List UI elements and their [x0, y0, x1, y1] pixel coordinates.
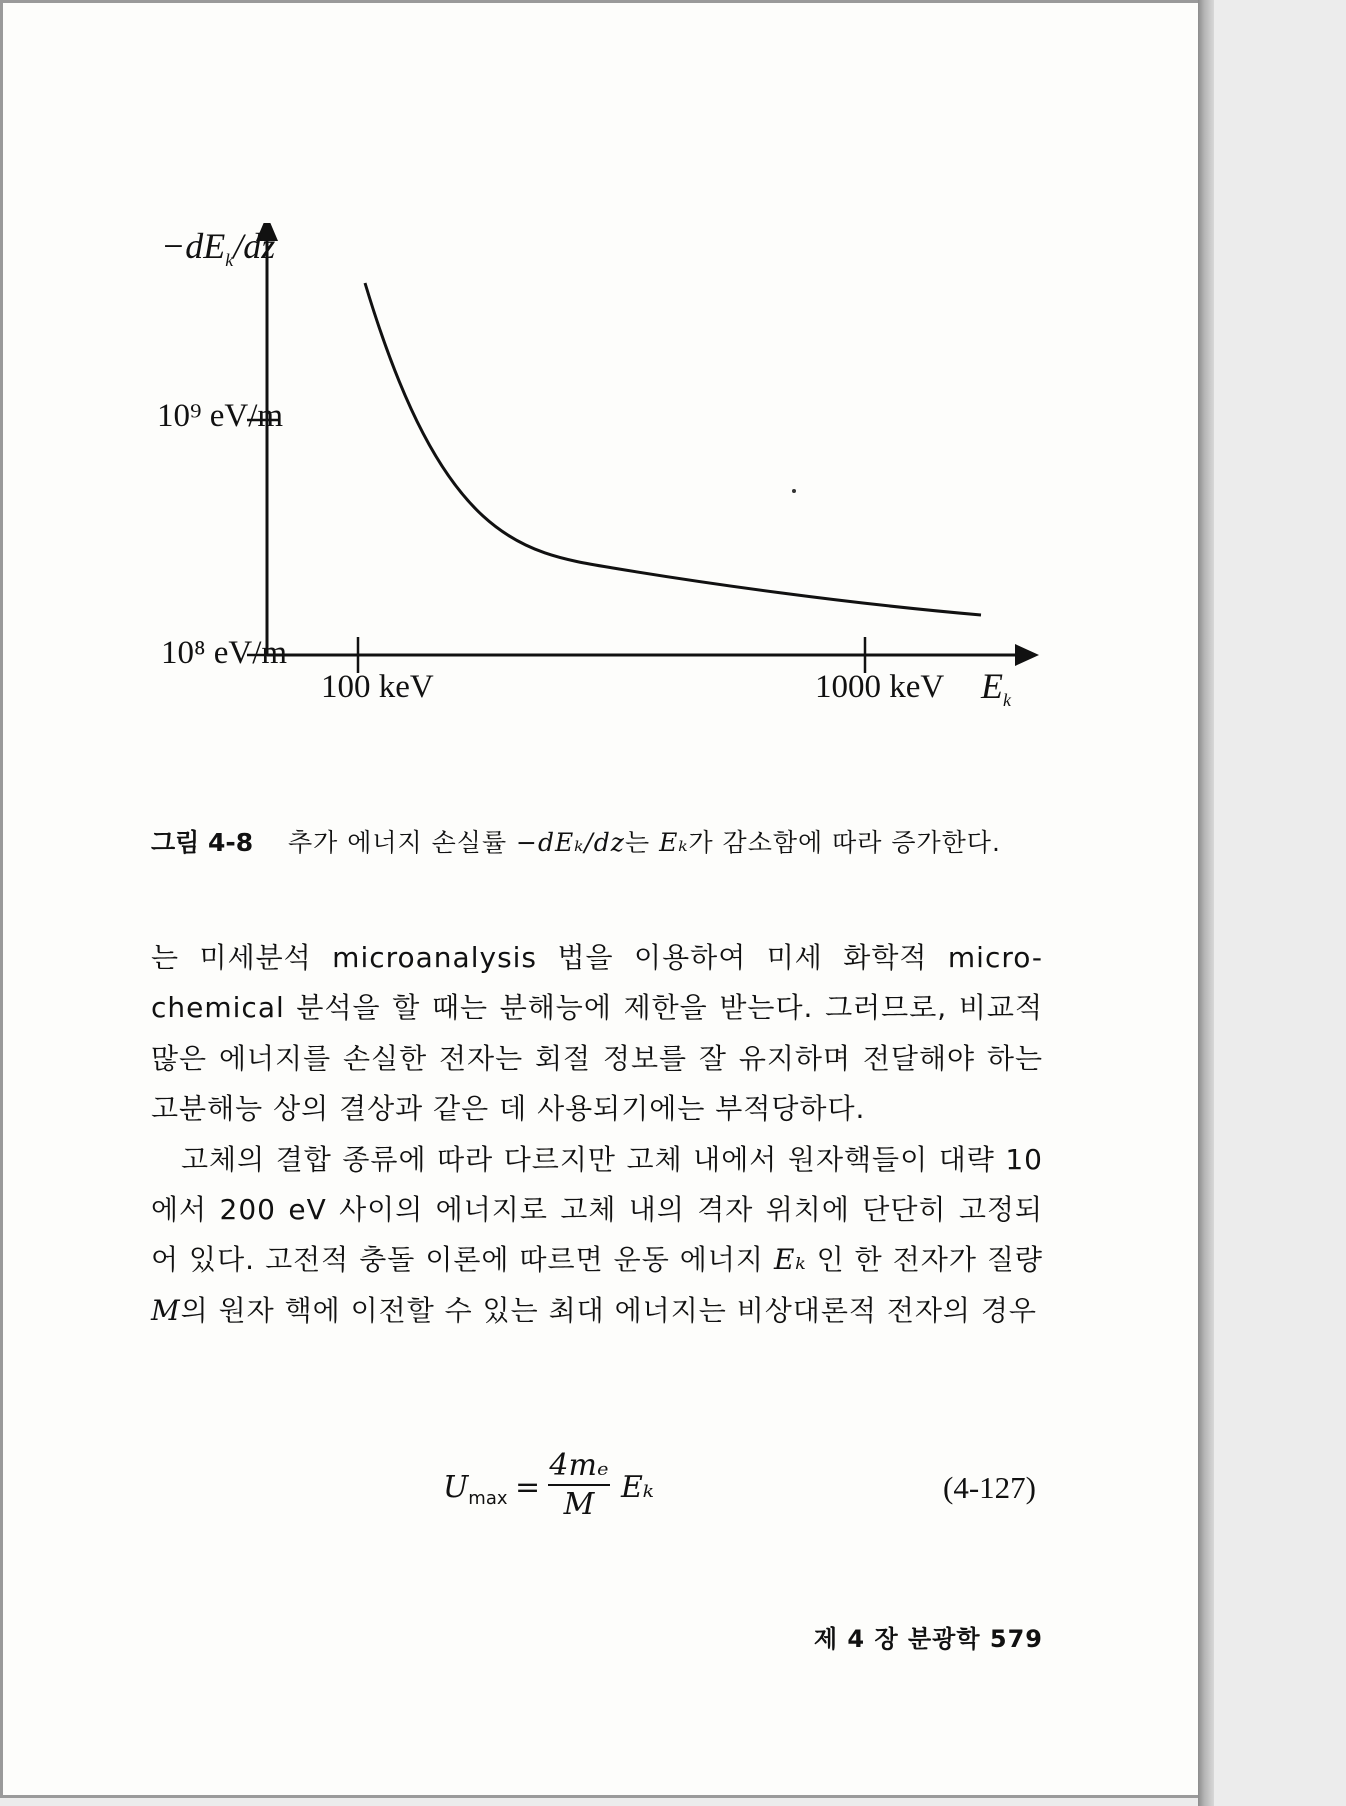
energy-loss-plot [143, 223, 1043, 813]
page-footer: 제 4 장 분광학 579 [813, 1625, 1043, 1653]
print-speck [792, 489, 796, 493]
x-axis-arrow [1015, 644, 1039, 666]
fraction-denominator: M [563, 1487, 595, 1522]
y-tick-lower-label: 10⁸ eV/m [161, 635, 288, 671]
equation-lhs: $U_{max}$ [443, 1470, 508, 1509]
y-axis-label: $-dE_k/dz$ [161, 226, 276, 271]
x-tick-left-label: 100 keV [321, 669, 434, 705]
equation-number: (4-127) [943, 1470, 1036, 1505]
paragraph-2: 고체의 결합 종류에 따라 다르지만 고체 내에서 원자핵들이 대략 10 에서 200 eV 사이의 에너지로 고체 내의 격자 위치에 단단히 고정되어 있다. 고전적 충돌 이론에 따르면 운동 에너지 Eₖ 인 한 전자가 질량 M의 원자 핵에 이전할 수 있는 최대 에너지는 비상대론적 전자의 경우 [151, 1142, 1043, 1327]
equation-equals: = [515, 1470, 541, 1505]
body-text [151, 933, 1043, 1336]
caption-number: 그림 4-8 [151, 828, 254, 857]
equation-4-127 [443, 1448, 1063, 1528]
equation-rhs: Eₖ [621, 1470, 654, 1505]
fraction-numerator: 4mₑ [548, 1448, 610, 1486]
page-edge-shadow [1198, 0, 1214, 1806]
y-tick-upper-label: 10⁹ eV/m [157, 398, 284, 434]
paragraph-1: 는 미세분석 microanalysis 법을 이용하여 미세 화학적 micro-chemical 분석을 할 때는 분해능에 제한을 받는다. 그러므로, 비교적 많은 에너지를 손실한 전자는 회절 정보를 잘 유지하며 전달해야 하는 고분해능 상의 결상과 같은 데 사용되기에는 부적당하다. [151, 941, 1043, 1126]
caption-text: 추가 에너지 손실률 −dEₖ/dz는 Eₖ가 감소함에 따라 증가한다. [288, 828, 1001, 857]
energy-loss-figure [143, 223, 1043, 813]
x-tick-right-label: 1000 keV [815, 669, 945, 705]
energy-loss-curve [365, 283, 981, 615]
equation-fraction [548, 1448, 610, 1524]
figure-caption [151, 821, 1051, 865]
x-axis-label: $E_k$ [981, 666, 1011, 711]
